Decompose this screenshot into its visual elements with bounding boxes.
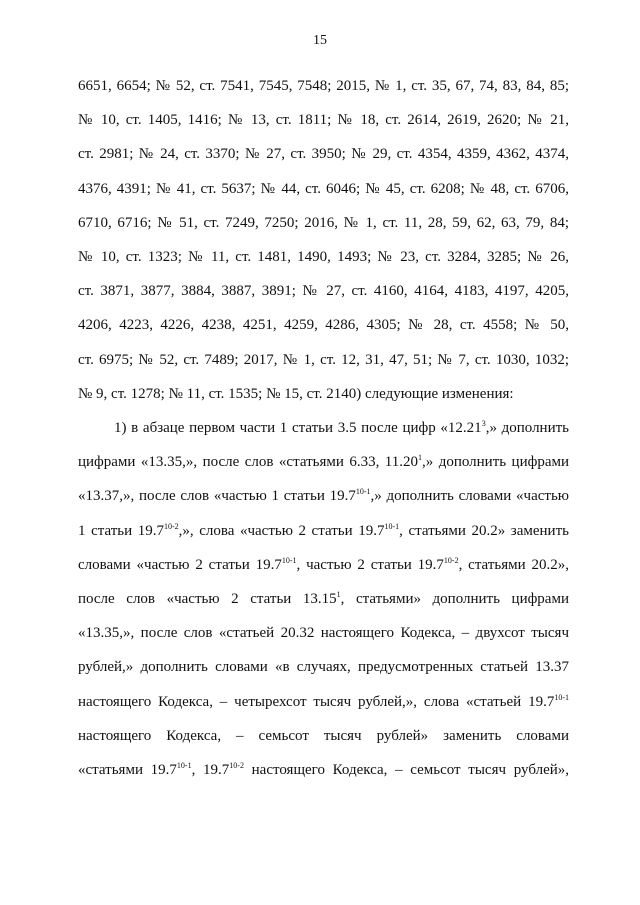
text-line: ст. 2981; № 24, ст. 3370; № 27, ст. 3950; № 29, ст. 4354, 4359, 4362, 4374, [78,146,569,163]
text-line: 1) в абзаце первом части 1 статьи 3.5 после цифр «12.21$^3$,» дополнить [114,419,570,437]
text-line: «13.37,», после слов «частью 1 статьи 19.7$^{10-1}$,» дополнить словами «частью [78,487,569,505]
text-line: «13.35,», после слов «статьей 20.32 настоящего Кодекса, – двухсот тысяч [78,625,569,642]
superscript: 10-1 [554,692,569,702]
superscript: 10-1 [384,521,400,531]
text-line: после слов «частью 2 статьи 13.15$^1$, статьями» дополнить цифрами [78,590,569,608]
text-line: 4376, 4391; № 41, ст. 5637; № 44, ст. 6046; № 45, ст. 6208; № 48, ст. 6706, [78,180,569,197]
text-line: № 10, ст. 1405, 1416; № 13, ст. 1811; № 18, ст. 2614, 2619, 2620; № 21, [78,112,569,129]
text-line: 6651, 6654; № 52, ст. 7541, 7545, 7548; 2015, № 1, ст. 35, 67, 74, 83, 84, 85; [78,78,569,94]
text-line: настоящего Кодекса, – семьсот тысяч рублей» заменить словами [78,727,569,744]
text-line: 4206, 4223, 4226, 4238, 4251, 4259, 4286, 4305; № 28, ст. 4558; № 50, [78,317,569,334]
text-line: 6710, 6716; № 51, ст. 7249, 7250; 2016, № 1, ст. 11, 28, 59, 62, 63, 79, 84; [78,214,569,231]
text-line: 1 статьи 19.7$^{10-2}$,», слова «частью 2 статьи 19.7$^{10-1}$, статьями 20.2» заменить [78,521,569,539]
text-line: настоящего Кодекса, – четырехсот тысяч рублей,», слова «статьей 19.7$^{10-1}$ [78,692,569,710]
superscript: 10-2 [443,555,459,565]
superscript: 1 [336,590,341,600]
superscript: 1 [418,453,422,463]
text-line: № 9, ст. 1278; № 11, ст. 1535; № 15, ст. 2140) следующие изменения: [78,385,514,402]
text-line: «статьями 19.7$^{10-1}$, 19.7$^{10-2}$ настоящего Кодекса, – семьсот тысяч рублей», [78,761,569,779]
superscript: 10-1 [176,761,192,771]
superscript: 10-1 [355,487,371,497]
superscript: 10-1 [281,555,297,565]
text-line: № 10, ст. 1323; № 11, ст. 1481, 1490, 1493; № 23, ст. 3284, 3285; № 26, [78,249,569,266]
page-number: 15 [313,33,327,48]
text-line: ст. 3871, 3877, 3884, 3887, 3891; № 27, ст. 4160, 4164, 4183, 4197, 4205, [78,283,569,300]
document-body [78,69,569,787]
superscript: 3 [481,419,486,429]
text-line: словами «частью 2 статьи 19.7$^{10-1}$, частью 2 статьи 19.7$^{10-2}$, статьями 20.2», [78,555,569,573]
superscript: 10-2 [163,521,179,531]
text-line: ст. 6975; № 52, ст. 7489; 2017, № 1, ст. 12, 31, 47, 51; № 7, ст. 1030, 1032; [78,351,569,368]
superscript: 10-2 [229,761,244,771]
text-line: цифрами «13.35,», после слов «статьями 6.33, 11.20$^1$,» дополнить цифрами [78,453,569,471]
text-line: рублей,» дополнить словами «в случаях, предусмотренных статьей 13.37 [78,659,569,676]
